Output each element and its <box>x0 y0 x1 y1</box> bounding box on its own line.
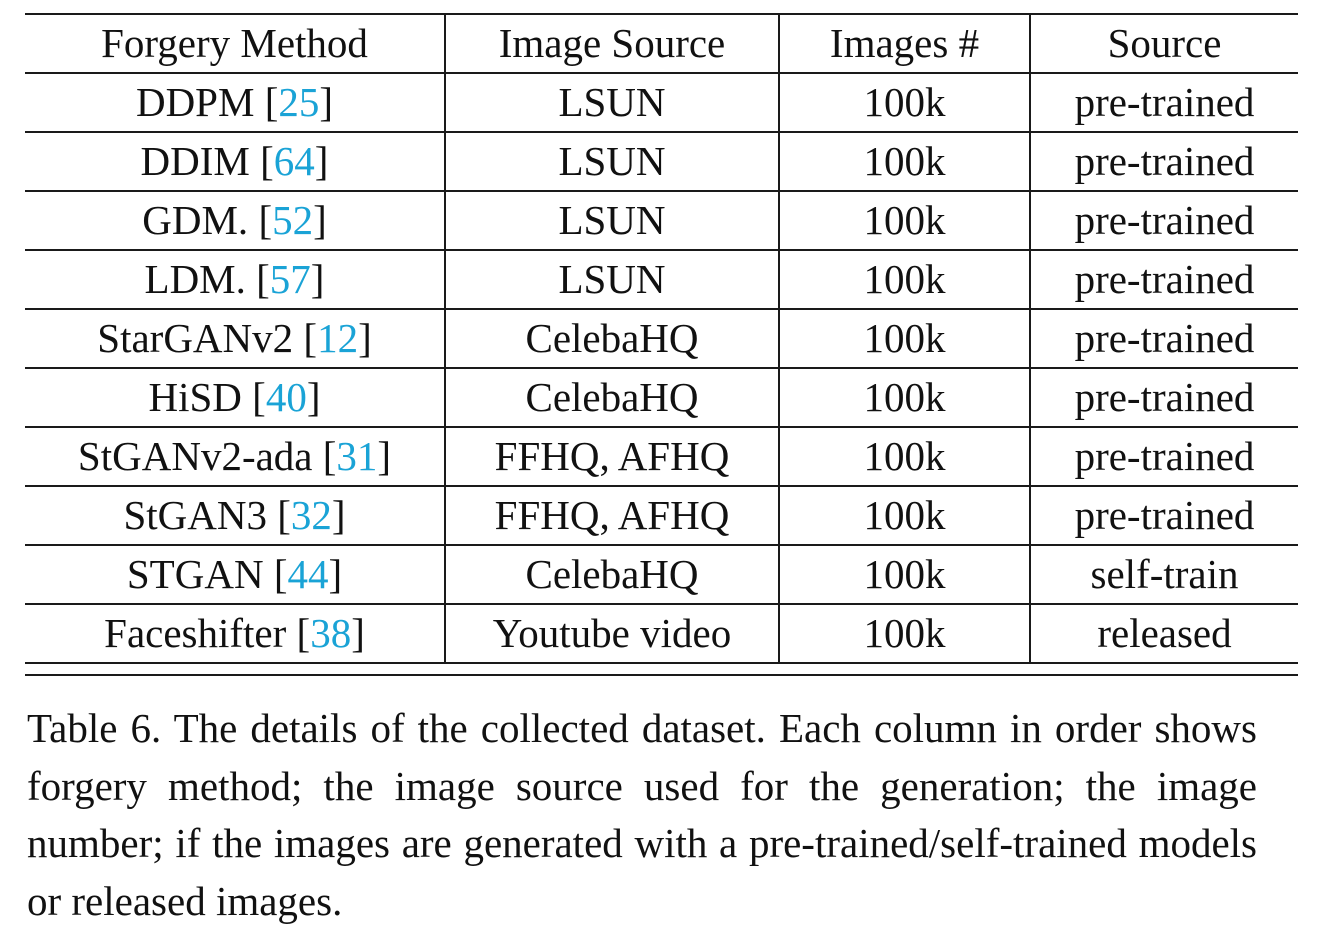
cell-forgery-method: STGAN [44] <box>25 545 445 604</box>
cell-source: pre-trained <box>1030 132 1298 191</box>
citation-link[interactable]: 52 <box>272 197 314 243</box>
citation-link[interactable]: 31 <box>336 433 378 479</box>
cell-source: pre-trained <box>1030 191 1298 250</box>
table-bottom-double-rule <box>25 674 1298 676</box>
citation-link[interactable]: 44 <box>287 551 329 597</box>
cell-forgery-method: LDM. [57] <box>25 250 445 309</box>
table-row <box>25 486 1298 545</box>
cell-source: pre-trained <box>1030 250 1298 309</box>
cell-forgery-method: StGANv2-ada [31] <box>25 427 445 486</box>
cell-images-count: 100k <box>779 604 1030 663</box>
citation-link[interactable]: 40 <box>265 374 307 420</box>
table-row <box>25 250 1298 309</box>
cell-image-source: FFHQ, AFHQ <box>445 427 779 486</box>
cell-images-count: 100k <box>779 191 1030 250</box>
cell-source: pre-trained <box>1030 427 1298 486</box>
dataset-table <box>25 13 1298 664</box>
cell-forgery-method: Faceshifter [38] <box>25 604 445 663</box>
cell-images-count: 100k <box>779 545 1030 604</box>
method-name: HiSD <box>148 374 242 420</box>
citation-link[interactable]: 25 <box>278 79 320 125</box>
citation-link[interactable]: 57 <box>269 256 311 302</box>
cell-image-source: CelebaHQ <box>445 545 779 604</box>
cell-image-source: CelebaHQ <box>445 309 779 368</box>
table-body <box>25 73 1298 663</box>
method-name: DDIM <box>140 138 250 184</box>
method-name: STGAN <box>126 551 264 597</box>
header-forgery-method: Forgery Method <box>25 14 445 73</box>
citation-link[interactable]: 64 <box>273 138 315 184</box>
cell-source: pre-trained <box>1030 73 1298 132</box>
table-row <box>25 132 1298 191</box>
table-row <box>25 309 1298 368</box>
cell-image-source: Youtube video <box>445 604 779 663</box>
method-name: DDPM <box>135 79 255 125</box>
cell-images-count: 100k <box>779 486 1030 545</box>
cell-images-count: 100k <box>779 132 1030 191</box>
cell-images-count: 100k <box>779 427 1030 486</box>
table-header-row <box>25 14 1298 73</box>
cell-forgery-method: GDM. [52] <box>25 191 445 250</box>
cell-image-source: CelebaHQ <box>445 368 779 427</box>
cell-source: pre-trained <box>1030 486 1298 545</box>
citation-link[interactable]: 38 <box>310 610 352 656</box>
table-row <box>25 368 1298 427</box>
method-name: StGAN3 <box>123 492 267 538</box>
citation-link[interactable]: 32 <box>290 492 332 538</box>
table-row <box>25 545 1298 604</box>
cell-image-source: LSUN <box>445 73 779 132</box>
header-image-source: Image Source <box>445 14 779 73</box>
cell-forgery-method: HiSD [40] <box>25 368 445 427</box>
table-row <box>25 427 1298 486</box>
header-source: Source <box>1030 14 1298 73</box>
cell-image-source: LSUN <box>445 191 779 250</box>
cell-forgery-method: DDPM [25] <box>25 73 445 132</box>
cell-forgery-method: StarGANv2 [12] <box>25 309 445 368</box>
cell-image-source: FFHQ, AFHQ <box>445 486 779 545</box>
cell-source: pre-trained <box>1030 368 1298 427</box>
dataset-table-container <box>25 13 1298 664</box>
cell-forgery-method: StGAN3 [32] <box>25 486 445 545</box>
cell-forgery-method: DDIM [64] <box>25 132 445 191</box>
header-images-count: Images # <box>779 14 1030 73</box>
cell-source: self-train <box>1030 545 1298 604</box>
cell-source: released <box>1030 604 1298 663</box>
method-name: Faceshifter <box>104 610 287 656</box>
cell-image-source: LSUN <box>445 132 779 191</box>
table-row <box>25 73 1298 132</box>
cell-images-count: 100k <box>779 73 1030 132</box>
method-name: LDM. <box>144 256 246 302</box>
table-row <box>25 191 1298 250</box>
cell-source: pre-trained <box>1030 309 1298 368</box>
citation-link[interactable]: 12 <box>317 315 359 361</box>
cell-images-count: 100k <box>779 368 1030 427</box>
method-name: StarGANv2 <box>97 315 294 361</box>
table-caption: Table 6. The details of the collected dataset. Each column in order shows forgery method; the image source used for the generation; the image number; if the images are generated with a pre-trained/self-trained models or released images. <box>27 705 1257 924</box>
cell-images-count: 100k <box>779 309 1030 368</box>
method-name: GDM. <box>142 197 249 243</box>
table-row <box>25 604 1298 663</box>
cell-images-count: 100k <box>779 250 1030 309</box>
method-name: StGANv2-ada <box>77 433 313 479</box>
cell-image-source: LSUN <box>445 250 779 309</box>
